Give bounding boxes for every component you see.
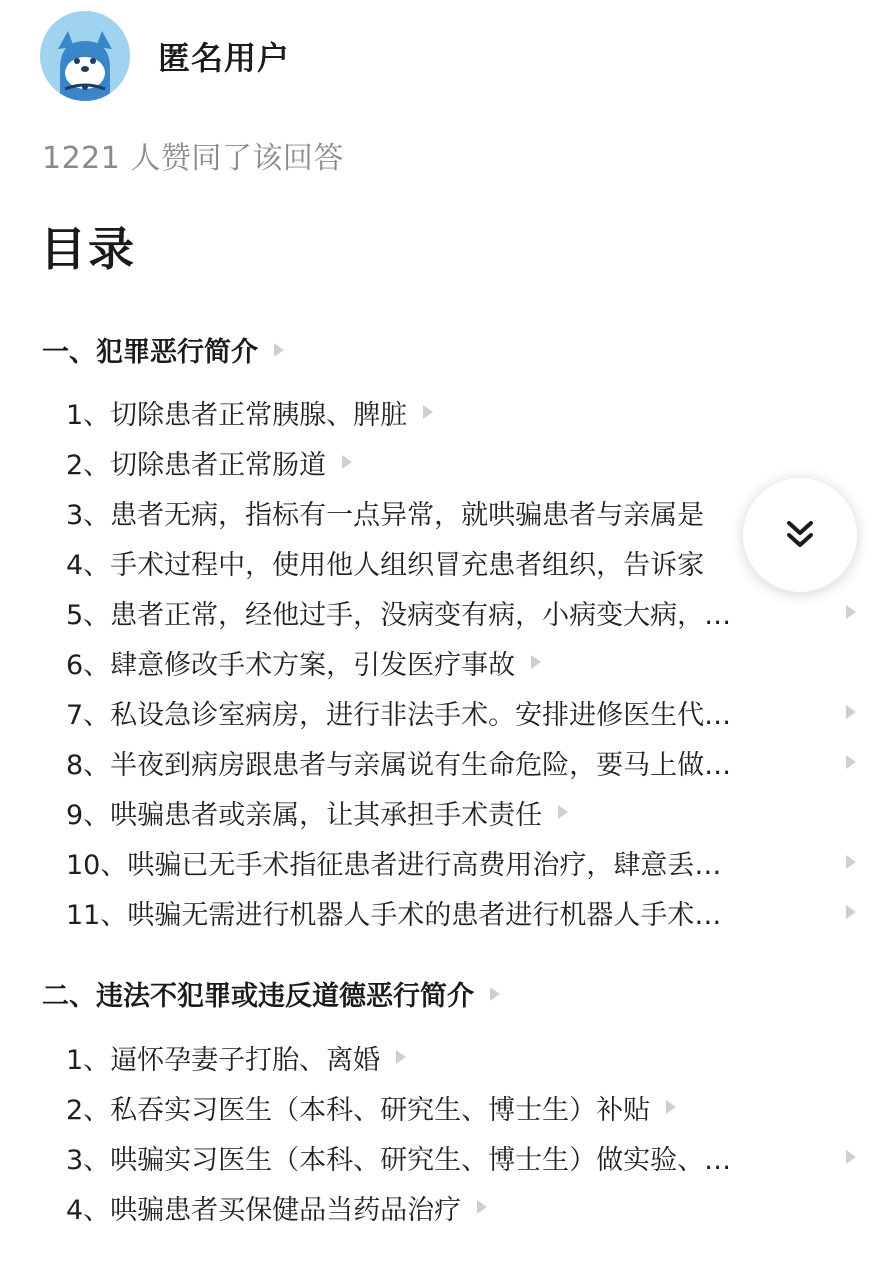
toc-item[interactable] bbox=[66, 387, 856, 437]
toc-item-label: 3、患者无病，指标有一点异常，就哄骗患者与亲属是 bbox=[66, 499, 705, 531]
arrow-right-icon bbox=[342, 455, 352, 469]
toc-section-heading[interactable] bbox=[42, 330, 284, 369]
arrow-right-icon bbox=[846, 755, 856, 769]
toc-item-label: 2、私吞实习医生（本科、研究生、博士生）补贴 bbox=[66, 1094, 651, 1126]
toc-item[interactable] bbox=[66, 587, 856, 637]
toc-item[interactable] bbox=[66, 887, 856, 937]
arrow-right-icon bbox=[490, 987, 500, 1001]
arrow-right-icon bbox=[846, 705, 856, 719]
anonymous-mascot-icon bbox=[40, 11, 130, 101]
arrow-right-icon bbox=[531, 655, 541, 669]
likes-count: 1221 人赞同了该回答 bbox=[42, 141, 344, 176]
toc-item[interactable] bbox=[66, 737, 856, 787]
toc-item-label: 2、切除患者正常肠道 bbox=[66, 449, 327, 481]
toc-item[interactable] bbox=[66, 487, 856, 537]
arrow-right-icon bbox=[423, 405, 433, 419]
double-chevron-down-icon bbox=[783, 518, 817, 552]
toc-item-label: 11、哄骗无需进行机器人手术的患者进行机器人手术… bbox=[66, 899, 722, 931]
arrow-right-icon bbox=[846, 855, 856, 869]
toc-item[interactable] bbox=[66, 1032, 856, 1082]
toc-item-label: 5、患者正常，经他过手，没病变有病，小病变大病，… bbox=[66, 599, 732, 631]
arrow-right-icon bbox=[477, 1200, 487, 1214]
arrow-right-icon bbox=[666, 1100, 676, 1114]
toc-item[interactable] bbox=[66, 687, 856, 737]
toc-item[interactable] bbox=[66, 787, 856, 837]
toc-item[interactable] bbox=[66, 537, 856, 587]
avatar[interactable] bbox=[40, 11, 130, 101]
toc-item[interactable] bbox=[66, 1082, 856, 1132]
toc-item-label: 1、切除患者正常胰腺、脾脏 bbox=[66, 399, 408, 431]
toc-item-label: 3、哄骗实习医生（本科、研究生、博士生）做实验、… bbox=[66, 1144, 732, 1176]
toc-item-label: 1、逼怀孕妻子打胎、离婚 bbox=[66, 1044, 381, 1076]
toc-item[interactable] bbox=[66, 837, 856, 887]
toc-item[interactable] bbox=[66, 1132, 856, 1182]
arrow-right-icon bbox=[274, 343, 284, 357]
arrow-right-icon bbox=[846, 605, 856, 619]
scroll-down-button[interactable] bbox=[743, 478, 857, 592]
arrow-right-icon bbox=[846, 905, 856, 919]
toc-item[interactable] bbox=[66, 1182, 856, 1232]
section-title: 一、犯罪恶行简介 bbox=[42, 337, 258, 368]
toc-item-label: 9、哄骗患者或亲属，让其承担手术责任 bbox=[66, 799, 543, 831]
arrow-right-icon bbox=[558, 805, 568, 819]
arrow-right-icon bbox=[396, 1050, 406, 1064]
author-header bbox=[40, 10, 290, 102]
toc-item-label: 6、肆意修改手术方案，引发医疗事故 bbox=[66, 649, 516, 681]
toc-section-heading[interactable] bbox=[42, 974, 500, 1013]
arrow-right-icon bbox=[846, 1150, 856, 1164]
toc-list bbox=[66, 387, 856, 937]
toc-item-label: 8、半夜到病房跟患者与亲属说有生命危险，要马上做… bbox=[66, 749, 732, 781]
toc-item-label: 4、哄骗患者买保健品当药品治疗 bbox=[66, 1194, 462, 1226]
author-name[interactable]: 匿名用户 bbox=[158, 39, 291, 77]
toc-title: 目录 bbox=[40, 222, 136, 276]
toc-item-label: 4、手术过程中，使用他人组织冒充患者组织，告诉家 bbox=[66, 549, 705, 581]
section-title: 二、违法不犯罪或违反道德恶行简介 bbox=[42, 981, 474, 1012]
toc-item[interactable] bbox=[66, 637, 856, 687]
toc-list bbox=[66, 1032, 856, 1232]
toc-item-label: 10、哄骗已无手术指征患者进行高费用治疗，肆意丢… bbox=[66, 849, 722, 881]
toc-item-label: 7、私设急诊室病房，进行非法手术。安排进修医生代… bbox=[66, 699, 732, 731]
toc-item[interactable] bbox=[66, 437, 856, 487]
